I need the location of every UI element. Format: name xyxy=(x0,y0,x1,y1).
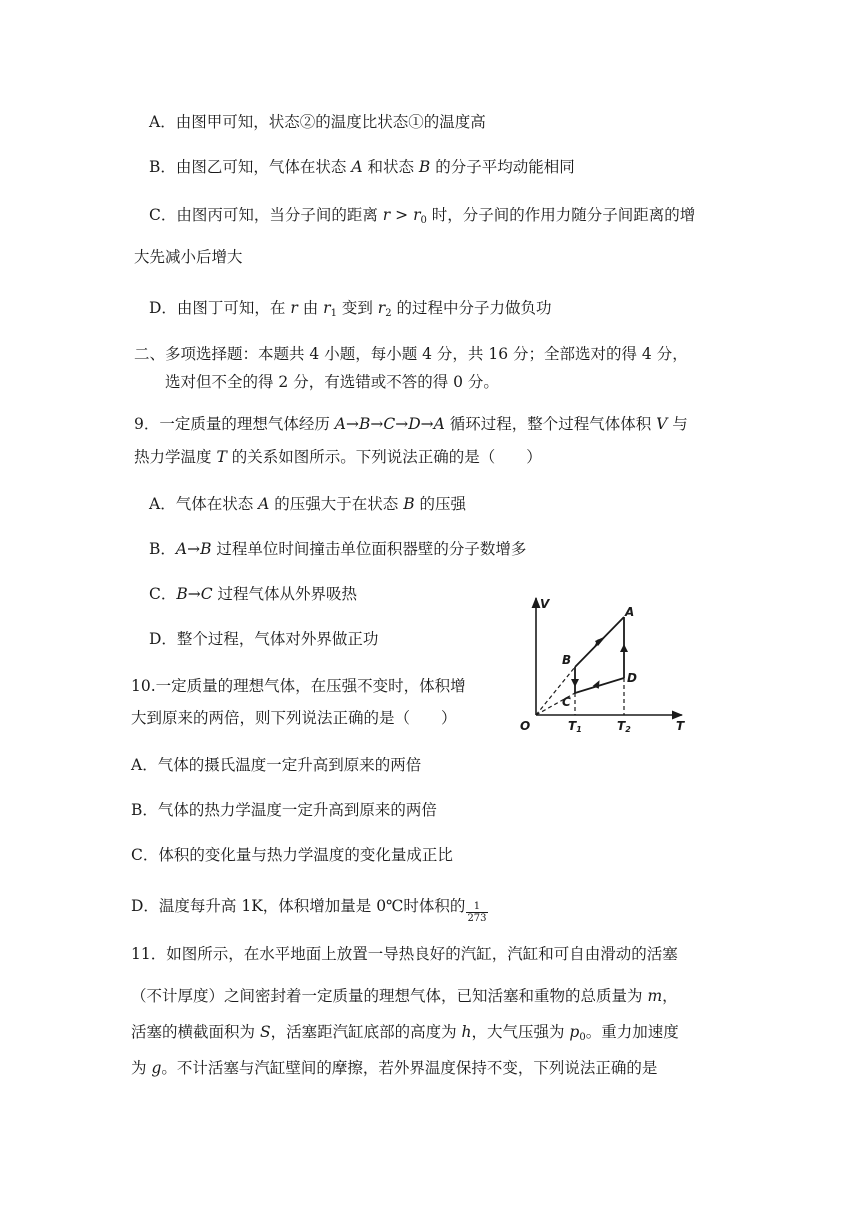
arrow-b-c xyxy=(571,679,579,687)
label-b: B xyxy=(562,653,572,667)
label-t: T xyxy=(676,719,685,732)
label-origin: O xyxy=(520,719,531,732)
label-t1: T1 xyxy=(568,719,582,732)
q8-option-b: B．由图乙可知，气体在状态 A 和状态 B 的分子平均动能相同 xyxy=(149,158,575,176)
q11-stem-line1: 11．如图所示，在水平地面上放置一导热良好的汽缸，汽缸和可自由滑动的活塞 xyxy=(131,945,678,963)
label-c: C xyxy=(562,695,571,709)
arrow-d-a xyxy=(620,644,628,652)
label-a: A xyxy=(625,605,635,619)
q10-stem: 10.一定质量的理想气体，在压强不变时，体积增 xyxy=(131,677,466,695)
q8-option-c-cont: 大先减小后增大 xyxy=(134,248,243,266)
q8-option-d: D．由图丁可知，在 r 由 $r_1$ 变到 $r_2$ 的过程中分子力做负功 xyxy=(149,299,552,319)
q9-option-a: A．气体在状态 A 的压强大于在状态 B 的压强 xyxy=(149,495,467,513)
q10-option-a: A．气体的摄氏温度一定升高到原来的两倍 xyxy=(131,756,422,774)
section-heading: 二、多项选择题：本题共 4 小题，每小题 4 分，共 16 分；全部选对的得 4 分， xyxy=(134,345,688,363)
section-heading-cont: 选对但不全的得 2 分，有选错或不答的得 0 分。 xyxy=(165,373,499,391)
segment-c-d xyxy=(575,678,624,693)
vt-diagram xyxy=(518,592,698,732)
label-d: D xyxy=(627,671,637,685)
fraction-1-273: $\frac{1}{273}$ xyxy=(467,901,487,924)
q10-stem-cont: 大到原来的两倍，则下列说法正确的是（ ） xyxy=(131,709,457,727)
label-t2: T2 xyxy=(617,719,631,732)
q9-option-b: B．A→B 过程单位时间撞击单位面积器壁的分子数增多 xyxy=(149,540,527,558)
q9-option-c: C．B→C 过程气体从外界吸热 xyxy=(149,585,358,603)
q10-option-d: D．温度每升高 1K，体积增加量是 0℃时体积的 $\frac{1}{273}$ xyxy=(131,897,487,924)
q10-option-c: C．体积的变化量与热力学温度的变化量成正比 xyxy=(131,846,453,864)
q11-stem-line3: 活塞的横截面积为 S，活塞距汽缸底部的高度为 h，大气压强为 $p_0$。重力加速度 xyxy=(131,1023,679,1043)
q9-stem-cont: 热力学温度 T 的关系如图所示。下列说法正确的是（ ） xyxy=(134,448,542,466)
label-v: V xyxy=(540,597,550,611)
q9-stem: 9．一定质量的理想气体经历 A→B→C→D→A 循环过程，整个过程气体体积 V 与 xyxy=(134,415,688,433)
q9-option-d: D．整个过程，气体对外界做正功 xyxy=(149,630,379,648)
q11-stem-line2: （不计厚度）之间密封着一定质量的理想气体，已知活塞和重物的总质量为 m， xyxy=(131,987,678,1005)
q8-option-c: C．由图丙可知，当分子间的距离 $r > r_0$ 时，分子间的作用力随分子间距离的增 xyxy=(149,206,696,226)
q10-option-b: B．气体的热力学温度一定升高到原来的两倍 xyxy=(131,801,437,819)
q8-option-a: A．由图甲可知，状态②的温度比状态①的温度高 xyxy=(149,113,486,131)
q11-stem-line4: 为 g。不计活塞与汽缸壁间的摩擦，若外界温度保持不变，下列说法正确的是 xyxy=(131,1059,658,1077)
